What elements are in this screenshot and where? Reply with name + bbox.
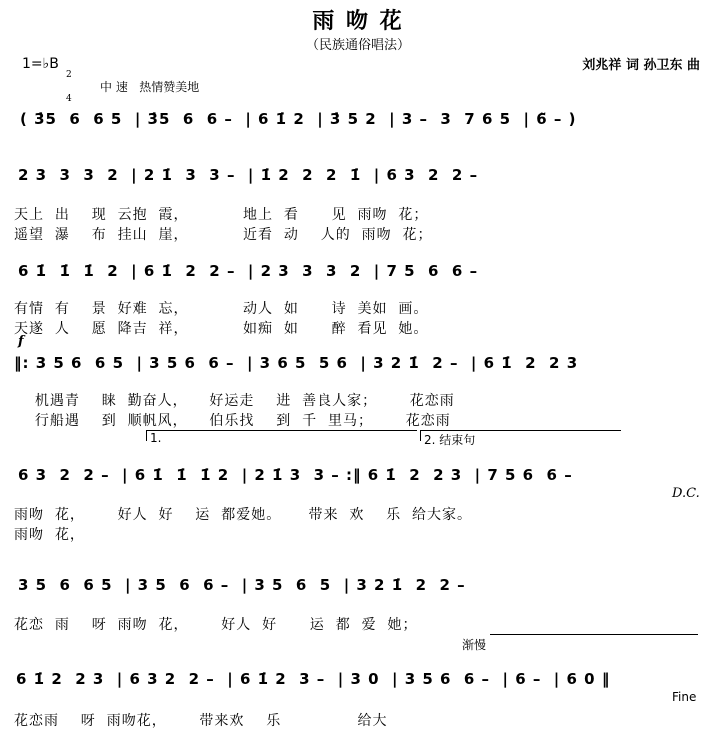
lyric-line: 天遂 人 愿 降吉 祥， 如痴 如 醉 看见 她。 xyxy=(14,321,429,337)
score-line-notes: ( 3̇5 6 6 5 | 3̇5 6 6 – | 6 1̇ 2 | 3̇ 5 2 | 3 – 3 7 6 5 | 6̃ – ) xyxy=(20,110,577,128)
lyric-line: 机遇青 睐 勤奋人， 好运走 进 善良人家； 花恋雨 xyxy=(24,393,455,409)
ritardando-mark: 渐慢 xyxy=(462,638,487,652)
time-signature-bottom: 4 xyxy=(66,94,72,104)
lyric-line: 行船遇 到 顺帆风， 伯乐找 到 千 里马； 花恋雨 xyxy=(24,413,451,429)
volta-2-label: 2. 结束句 xyxy=(424,433,476,447)
lyric-line: 天上 出 现 云抱 霞， 地上 看 见 雨吻 花； xyxy=(14,207,429,223)
score-line-notes: 3 5 6 6 5 | 3 5 6 6 – | 3 5 6 5 | 3 2 1̇ 2 2 – xyxy=(18,576,466,594)
score-line-notes: 2 3 3 3 2 | 2 1̇ 3 3 – | 1̇ 2 2 2 1̇ | 6 3 2 2 – xyxy=(18,166,479,184)
fine-mark: Fine xyxy=(672,690,697,704)
lyric-line: 花恋雨 呀 雨吻花， 带来欢 乐 给大 xyxy=(14,713,388,729)
lyric-line: 雨吻 花， xyxy=(14,527,85,543)
score-line-notes: 6 3 2 2 – | 6 1̇ 1̇ 1̇ 2 | 2 1̇ 3 3 – :‖ 6 1̇ 2 2 3 | 7 5 6 6 – xyxy=(18,466,573,484)
song-title: 雨 吻 花 xyxy=(312,8,404,34)
score-line-notes: 6 1̇ 1̇ 1̇ 2 | 6 1̇ 2 2 – | 2 3 3 3 2 | 7 5 6 6 – xyxy=(18,262,479,280)
song-subtitle: （民族通俗唱法） xyxy=(305,38,410,53)
dynamics-forte: f xyxy=(18,334,24,349)
lyric-line: 遥望 瀑 布 挂山 崖， 近看 动 人的 雨吻 花； xyxy=(14,227,433,243)
tempo-marking: 中 速 热情赞美地 xyxy=(100,80,200,94)
score-line-notes: ‖: 3 5 6 6 5 | 3 5 6 6 – | 3 6 5 5 6 | 3 2 1̇ 2 – | 6 1̇ 2 2 3 xyxy=(14,354,579,372)
ritardando-line xyxy=(490,634,698,635)
volta-1-label: 1. xyxy=(150,431,162,445)
time-signature xyxy=(66,55,72,111)
volta-bracket-1 xyxy=(146,430,417,441)
lyric-line: 花恋 雨 呀 雨吻 花， 好人 好 运 都 爱 她； xyxy=(14,617,418,633)
lyric-line: 有情 有 景 好难 忘， 动人 如 诗 美如 画。 xyxy=(14,301,429,317)
key-signature: 1=♭B xyxy=(22,56,59,72)
lyric-line: 雨吻 花， 好人 好 运 都爱她。 带来 欢 乐 给大家。 xyxy=(14,507,473,523)
score-line-notes: 6 1̇ 2 2 3 | 6 3 2 2 – | 6 1̇ 2 3 – | 3 0 | 3 5 6 6 – | 6 – | 6 0 ‖ xyxy=(16,670,611,688)
time-signature-top: 2 xyxy=(66,70,72,80)
da-capo-mark: D.C. xyxy=(672,486,700,501)
song-credits: 刘兆祥 词 孙卫东 曲 xyxy=(582,58,700,73)
